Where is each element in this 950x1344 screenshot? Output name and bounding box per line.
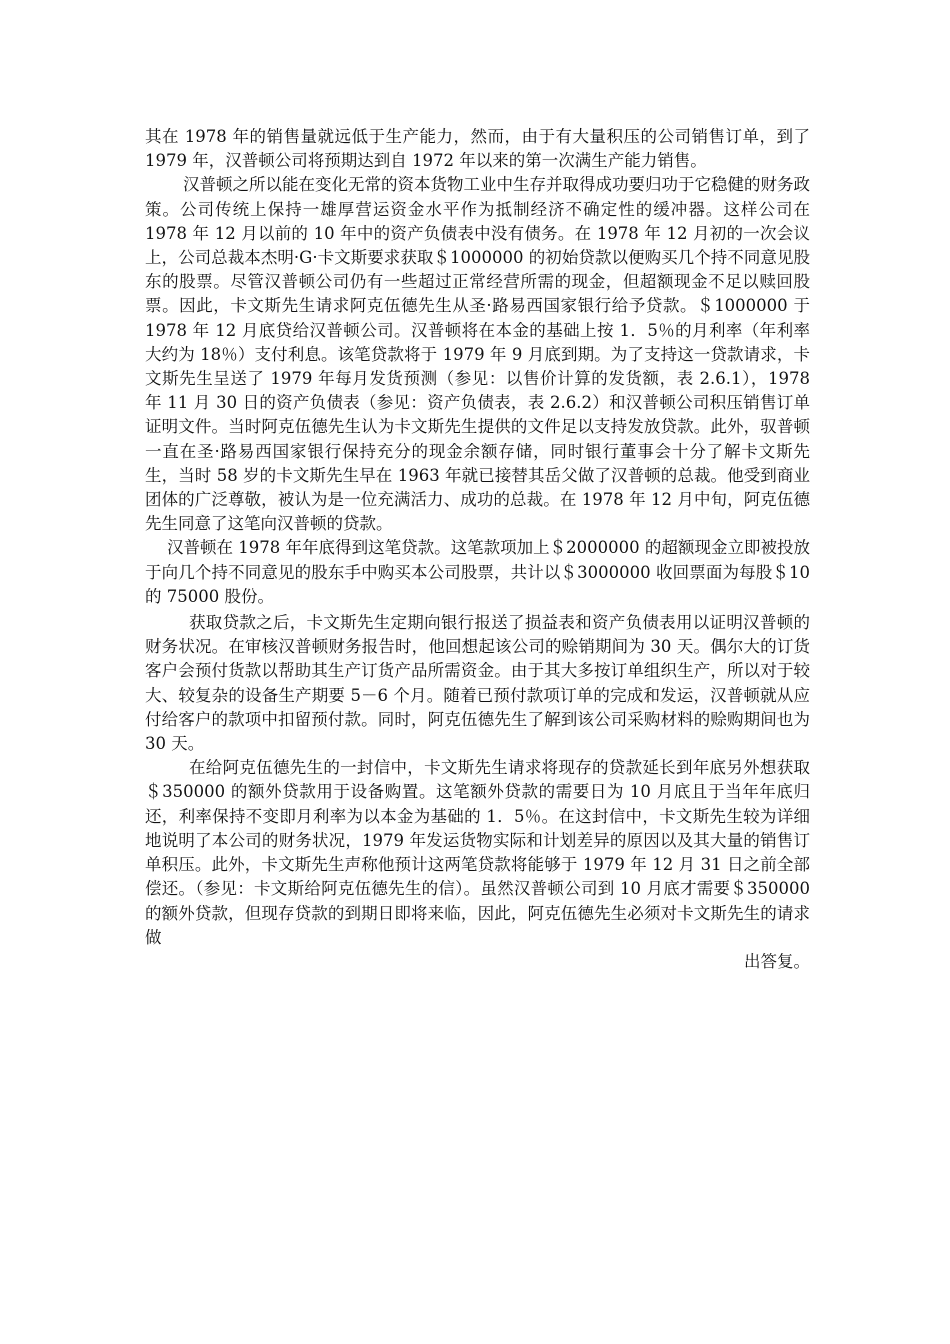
- paragraph-5: [145, 756, 810, 974]
- paragraph-3: 汉普顿在 1978 年年底得到这笔贷款。这笔款项加上＄2000000 的超额现金立即被投放于向几个持不同意见的股东手中购买本公司股票，共计以＄3000000 收回票面为每股＄10 的 75000 股份。: [145, 538, 810, 606]
- paragraph-4: 获取贷款之后，卡文斯先生定期向银行报送了损益表和资产负债表用以证明汉普顿的财务状况。在审核汉普顿财务报告时，他回想起该公司的赊销期间为 30 天。偶尔大的订货客户会预付货款以帮助其生产订货产品所需资金。由于其大多按订单组织生产，所以对于较大、较复杂的设备生产期要 5－6 个月。随着已预付款项订单的完成和发运，汉普顿就从应付给客户的款项中扣留预付款。同时，阿克伍德先生了解到该公司采购材料的赊购期间也为 30 天。: [145, 613, 810, 754]
- paragraph-2: 汉普顿之所以能在变化无常的资本货物工业中生存并取得成功要归功于它稳健的财务政策。公司传统上保持一雄厚营运资金水平作为抵制经济不确定性的缓冲器。这样公司在 1978 年 12 月以前的 10 年中的资产负债表中没有债务。在 1978 年 12 月初的一次会议上，公司总裁本杰明·G·卡文斯要求获取＄1000000 的初始贷款以便购买几个持不同意见股东的股票。尽管汉普顿公司仍有一些超过正常经营所需的现金，但超额现金不足以赎回股票。因此，卡文斯先生请求阿克伍德先生从圣·路易西国家银行给予贷款。＄1000000 于 1978 年 12 月底贷给汉普顿公司。汉普顿将在本金的基础上按 1．5％的月利率（年利率大约为 18％）支付利息。该笔贷款将于 1979 年 9 月底到期。为了支持这一贷款请求，卡文斯先生呈送了 1979 年每月发货预测（参见：以售价计算的发货额，表 2.6.1），1978 年 11 月 30 日的资产负债表（参见：资产负债表，表 2.6.2）和汉普顿公司积压销售订单证明文件。当时阿克伍德先生认为卡文斯先生提供的文件足以支持发放贷款。此外，驭普顿一直在圣·路易西国家银行保持充分的现金余额存储，同时银行董事会十分了解卡文斯先生，当时 58 岁的卡文斯先生早在 1963 年就已接替其岳父做了汉普顿的总裁。他受到商业团体的广泛尊敬，被认为是一位充满活力、成功的总裁。在 1978 年 12 月中旬，阿克伍德先生同意了这笔向汉普顿的贷款。: [145, 175, 810, 534]
- paragraph-1: 其在 1978 年的销售量就远低于生产能力，然而，由于有大量积压的公司销售订单，到了 1979 年，汉普顿公司将预期达到自 1972 年以来的第一次满生产能力销售。: [145, 127, 810, 171]
- document-page: [145, 125, 810, 974]
- paragraph-5-closing: 出答复。: [744, 951, 810, 971]
- paragraph-5-body: 在给阿克伍德先生的一封信中，卡文斯先生请求将现存的贷款延长到年底另外想获取＄350000 的额外贷款用于设备购置。这笔额外贷款的需要日为 10 月底且于当年年底归还，利率保持不变即月利率为以本金为基础的 1．5％。在这封信中，卡文斯先生较为详细地说明了本公司的财务状况，1979 年发运货物实际和计划差异的原因以及其大量的销售订单积压。此外，卡文斯先生声称他预计这两笔贷款将能够于 1979 年 12 月 31 日之前全部偿还。（参见：卡文斯给阿克伍德先生的信）。虽然汉普顿公司到 10 月底才需要＄350000 的额外贷款，但现存贷款的到期日即将来临，因此，阿克伍德先生必须对卡文斯先生的请求做: [145, 758, 810, 947]
